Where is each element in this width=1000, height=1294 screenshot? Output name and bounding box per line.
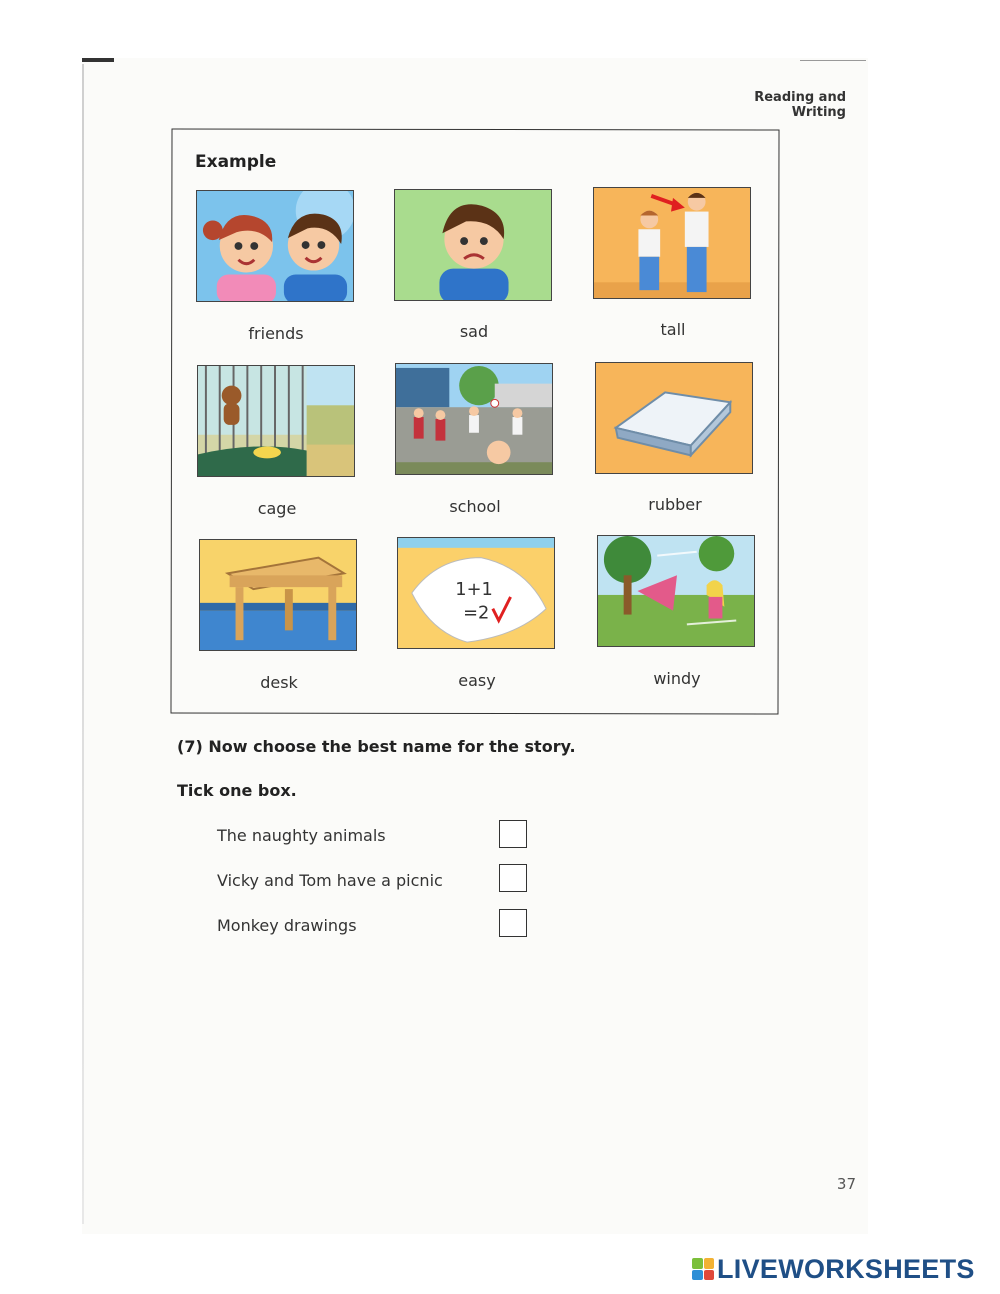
answer-checkbox[interactable]	[499, 909, 527, 937]
svg-text:1+1: 1+1	[455, 580, 493, 600]
liveworksheets-logo-icon	[692, 1258, 714, 1280]
answer-checkbox[interactable]	[499, 864, 527, 892]
easy-sum-paper-picture	[397, 537, 555, 649]
question-instruction: Tick one box.	[177, 781, 297, 800]
picture-caption: school	[449, 497, 501, 516]
svg-text:=2: =2	[463, 603, 490, 624]
example-title: Example	[195, 152, 277, 172]
sad-boy-picture	[394, 189, 552, 301]
windy-girl-umbrella-picture	[597, 535, 755, 647]
picture-caption: sad	[459, 322, 489, 341]
question-prompt: (7) Now choose the best name for the story.	[177, 737, 576, 756]
scan-left-shadow	[82, 64, 84, 1224]
answer-option-label: Monkey drawings	[217, 916, 357, 935]
picture-caption: easy	[458, 671, 496, 690]
scan-edge-line	[800, 60, 866, 61]
picture-caption: cage	[257, 499, 297, 518]
school-playground-picture	[395, 363, 553, 475]
picture-caption: desk	[260, 673, 298, 692]
picture-caption: windy	[653, 669, 701, 688]
tall-boy-picture	[593, 187, 751, 299]
answer-option-label: Vicky and Tom have a picnic	[217, 871, 443, 890]
monkey-cage-picture	[197, 365, 355, 477]
friends-picture	[196, 190, 354, 302]
picture-caption: tall	[660, 320, 686, 339]
answer-checkbox[interactable]	[499, 820, 527, 848]
liveworksheets-watermark	[692, 1254, 975, 1284]
scan-edge-mark	[82, 58, 114, 62]
watermark-text: LIVEWORKSHEETS	[717, 1253, 975, 1284]
answer-option-label: The naughty animals	[217, 826, 386, 845]
school-desk-picture	[199, 539, 357, 651]
rubber-eraser-picture	[595, 362, 753, 474]
picture-caption: rubber	[648, 495, 702, 514]
page-number: 37	[836, 1175, 856, 1193]
section-header: Reading and Writing	[754, 90, 846, 120]
picture-caption: friends	[248, 324, 304, 343]
